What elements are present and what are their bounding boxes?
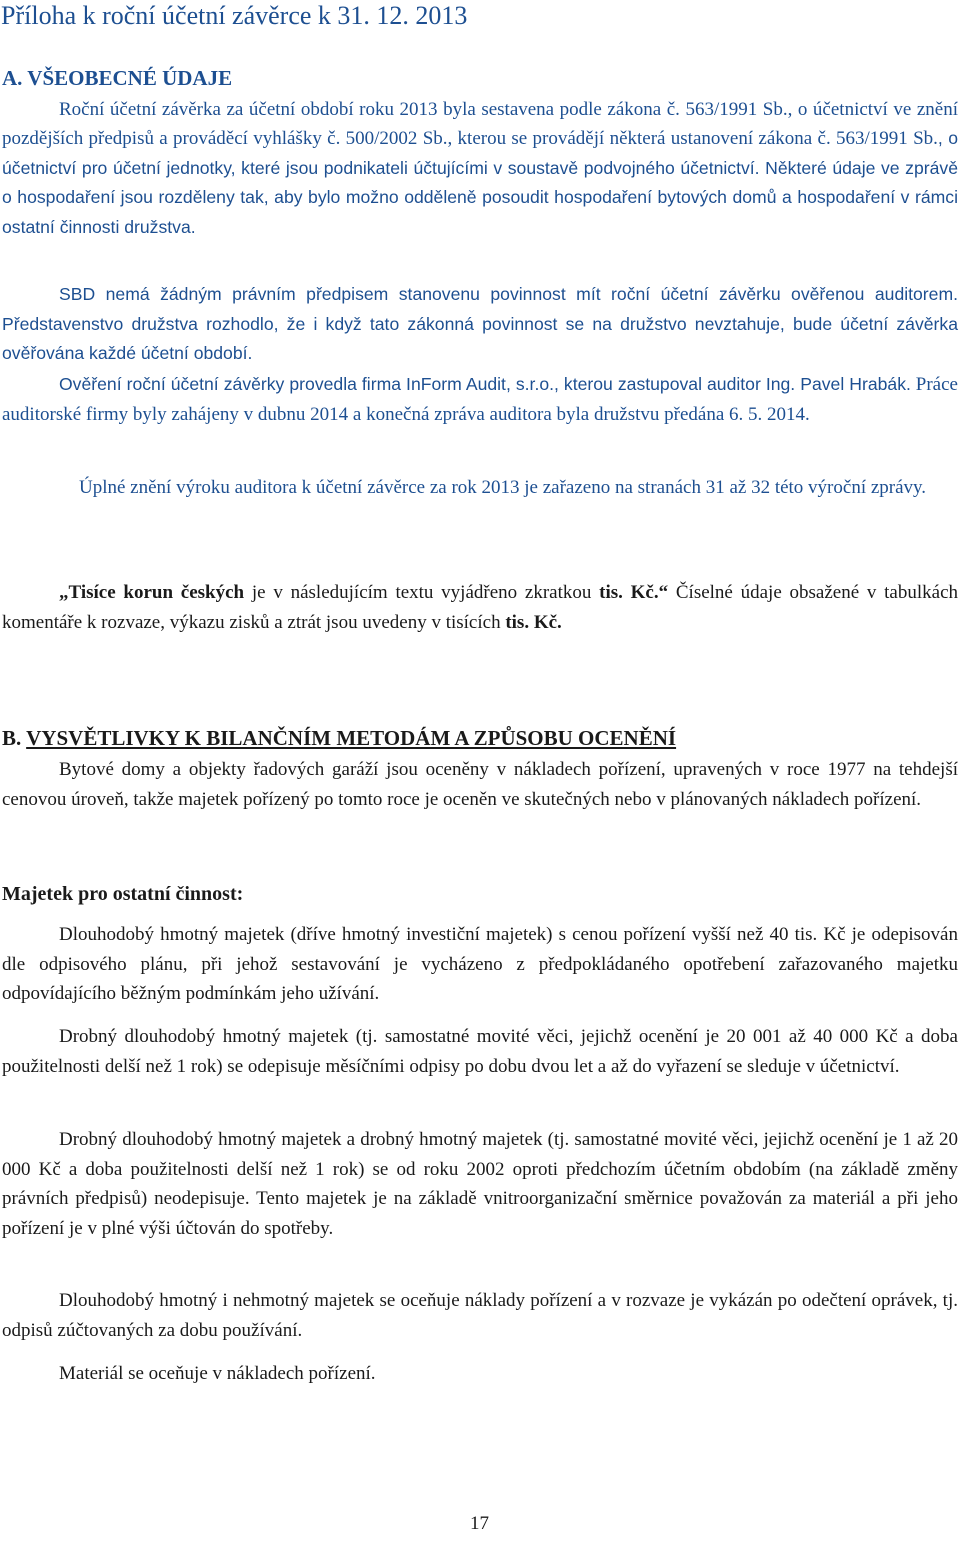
currency-note-paragraph [2,578,958,637]
full-report-paragraph: Úplné znění výroku auditora k účetní závěrce za rok 2013 je zařazeno na stranách 31 až 32 této výroční zprávy. [79,477,927,498]
small-long-term-assets-paragraph: Drobný dlouhodobý hmotný majetek (tj. samostatné movité věci, jejichž ocenění je 20 001 až 40 000 Kč a doba použitelnosti delší než 1 rok) se odepisuje měsíčními odpisy po dobu dvou let a až do vyřazení se sleduje v účetnictví. [2,1026,958,1077]
intro-text-part-1: Roční účetní závěrka za účetní období roku 2013 byla sestavena podle zákona č. 563/1991 Sb., o účetnictví ve znění pozdějších předpisů a prováděcí vyhlášky č. 500/2002 Sb., kterou se provádějí některá ustanovení zákona č. 563/1991 Sb. [2,99,958,150]
long-term-tangible-assets-paragraph: Dlouhodobý hmotný majetek (dříve hmotný investiční majetek) s cenou pořízení vyšší než 40 tis. Kč je odepisován dle odpisového plánu, při jehož sestavování je vycházeno z předpokládaného opotřebení zařazovaného majetku odpovídajícího běžným podmínkám jeho užívání. [2,924,958,1005]
section-b-heading-title: VYSVĚTLIVKY K BILANČNÍM METODÁM A ZPŮSOBU OCENĚNÍ [26,726,677,750]
section-b-heading [2,723,676,753]
audit-firm-paragraph [2,370,958,429]
small-tangible-assets-paragraph: Drobný dlouhodobý hmotný majetek a drobný hmotný majetek (tj. samostatné movité věci, jejichž ocenění je 1 až 20 000 Kč a doba použitelnosti delší než 1 rok) se od roku 2002 oproti předchozím účetním obdobím (na základě změny právních předpisů) neodepisuje. Tento majetek je na základě vnitroorganizační směrnice považován za materiál a při jeho pořízení je v plné výši účtován do spotřeby. [2,1129,958,1239]
page-number: 17 [470,1513,489,1534]
currency-text-1: je v následujícím textu vyjádřeno zkratkou [244,582,600,603]
section-a-intro-paragraph [2,96,958,242]
intangible-assets-paragraph: Dlouhodobý hmotný i nehmotný majetek se oceňuje náklady pořízení a v rozvaze je vykázán po odečtení oprávek, tj. odpisů zúčtovaných za dobu používání. [2,1290,958,1341]
currency-bold-1: „Tisíce korun českých [59,582,245,603]
audit-firm-text-part-2: Práce auditorské firmy byly zahájeny v dubnu 2014 a konečná zpráva auditora byla družstvu předána 6. 5. 2014. [2,374,958,425]
document-title: Příloha k roční účetní závěrce k 31. 12. 2013 [1,1,468,30]
section-a-heading: A. VŠEOBECNÉ ÚDAJE [2,66,233,90]
material-paragraph: Materiál se oceňuje v nákladech pořízení. [59,1363,376,1384]
section-b-heading-prefix: B. [2,726,27,750]
audit-duty-paragraph: SBD nemá žádným právním předpisem stanovenu povinnost mít roční účetní závěrku ověřenou auditorem. Představenstvo družstva rozhodlo, že i když tato zákonná povinnost se na družstvo nevztahuje, bude účetní závěrka ověřována každé účetní období. [2,284,958,363]
currency-bold-3: tis. Kč. [505,611,562,633]
intro-text-part-2: , o účetnictví pro účetní jednotky, které jsou podnikateli účtujícími v soustavě podvojného účetnictví. Některé údaje ve zprávě o hospodaření jsou rozděleny tak, aby bylo možno odděleně posoudit hospodaření bytových domů a hospodaření v rámci ostatní činnosti družstva. [2,128,959,237]
audit-firm-text-part-1: Ověření roční účetní závěrky provedla firma InForm Audit, s.r.o., kterou zastupoval auditor Ing. Pavel Hrabák. [59,374,911,394]
section-b-paragraph: Bytové domy a objekty řadových garáží jsou oceněny v nákladech pořízení, upravených v roce 1977 na tehdejší cenovou úroveň, takže majetek pořízený po tomto roce je oceněn ve skutečných nebo v plánovaných nákladech pořízení. [2,759,958,810]
currency-bold-2: tis. Kč.“ [599,582,669,603]
currency-text-2: Číselné údaje obsažené v tabulkách komentáře k rozvaze, výkazu zisků a ztrát jsou uvedeny v tisících [2,582,958,633]
section-c-heading: Majetek pro ostatní činnost: [2,883,244,905]
